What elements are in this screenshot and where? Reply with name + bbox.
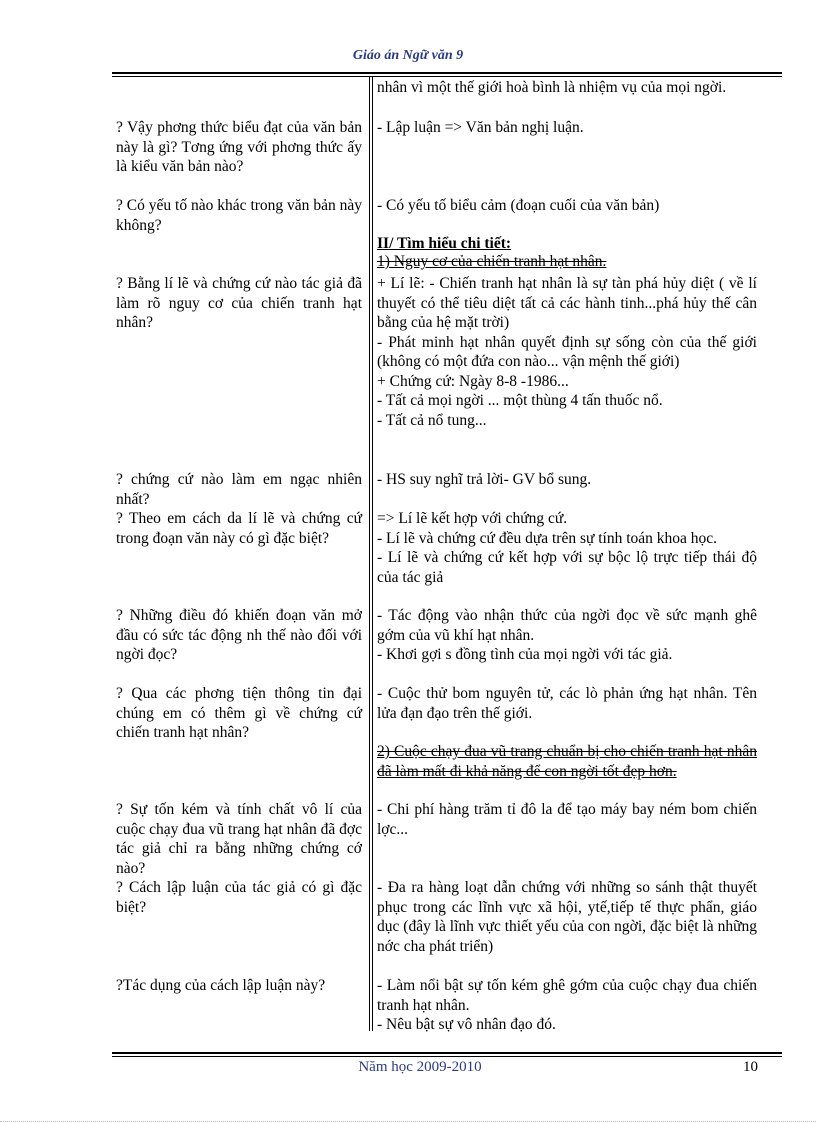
answer-cell: - Cuộc thử bom nguyên tử, các lò phản ứng hạt nhân. Tên lửa đạn đạo trên thế giới. — [377, 685, 757, 722]
question-cell: ? Theo em cách da lí lẽ và chứng cứ trong đoạn văn này có gì đặc biệt? — [116, 510, 362, 547]
section-heading: II/ Tìm hiểu chi tiết: — [377, 235, 512, 252]
question-cell: ? Qua các phơng tiện thông tin đại chúng em có thêm gì về chứng cứ chiến tranh hạt nhân? — [116, 685, 362, 741]
question-cell: ?Tác dụng của cách lập luận này? — [116, 977, 326, 994]
question-cell: ? Vậy phơng thức biểu đạt của văn bản này là gì? Tơng ứng với phơng thức ấy là kiểu văn bản nào? — [116, 119, 362, 175]
question-cell: ? Cách lập luận của tác giả có gì đặc biệt? — [116, 879, 362, 916]
page-edge-dots — [0, 1121, 816, 1122]
header-rule — [112, 72, 782, 74]
footer-rule-thin — [112, 1056, 782, 1057]
answer-cell: - HS suy nghĩ trả lời- GV bổ sung. — [377, 471, 592, 488]
page-number: 10 — [743, 1059, 758, 1075]
answer-cell: + Lí lẽ: - Chiến tranh hạt nhân là sự tàn phá hủy diệt ( về lí thuyết có thể tiêu diệt tất cả các hành tinh...phá hủy thế cân bằng của hệ mặt trời) - Phát minh hạt nhân quyết định sự sống còn của thế giới (không có một đứa con nào... vận mệnh thế giới) + Chứng cứ: Ngày 8-8 -1986... - Tất cả mọi ngời ... một thùng 4 tấn thuốc nổ. - Tất cả nổ tung... — [377, 275, 757, 429]
question-cell: ? Sự tốn kém và tính chất vô lí của cuộc chạy đua vũ trang hạt nhân đã đợc tác giả chỉ ra bằng những chứng cớ nào? — [116, 801, 362, 877]
answer-cell: => Lí lẽ kết hợp với chứng cứ. - Lí lẽ và chứng cứ đều dựa trên sự tính toán khoa học. - Lí lẽ và chứng cứ kết hợp với sự bộc lộ trực tiếp thái độ của tác giả — [377, 510, 757, 586]
footer-school-year: Năm học 2009-2010 — [358, 1059, 482, 1075]
column-divider — [369, 77, 370, 1031]
header-title: Giáo án Ngữ văn 9 — [352, 48, 464, 63]
question-cell: ? Bằng lí lẽ và chứng cứ nào tác giả đã làm rõ nguy cơ của chiến tranh hạt nhân? — [116, 275, 362, 331]
question-cell: ? Những điều đó khiến đoạn văn mở đầu có sức tác động nh thế nào đối với ngời đọc? — [116, 607, 362, 663]
header-rule-thin — [112, 76, 782, 77]
subsection-heading: 2) Cuộc chạy đua vũ trang chuẩn bị cho chiến tranh hạt nhân đã làm mất đi khả năng để con ngời tốt đẹp hơn. — [377, 743, 757, 780]
answer-cell: - Chi phí hàng trăm tỉ đô la để tạo máy bay ném bom chiến lợc... — [377, 801, 757, 838]
answer-cell: - Có yếu tố biểu cảm (đoạn cuối của văn bản) — [377, 197, 660, 214]
answer-cell: nhân vì một thế giới hoà bình là nhiệm vụ của mọi ngời. — [377, 79, 727, 96]
footer-rule — [112, 1052, 782, 1054]
answer-cell: - Tác động vào nhận thức của ngời đọc về sức mạnh ghê gớm của vũ khí hạt nhân. - Khơi gợi s đồng tình của mọi ngời với tác giả. — [377, 607, 757, 663]
question-cell: ? Có yếu tố nào khác trong văn bản này không? — [116, 197, 362, 234]
answer-cell: - Lập luận => Văn bản nghị luận. — [377, 119, 584, 136]
question-cell: ? chứng cứ nào làm em ngạc nhiên nhất? — [116, 471, 362, 508]
answer-cell: - Làm nổi bật sự tốn kém ghê gớm của cuộc chạy đua chiến tranh hạt nhân. - Nêu bật sự vô nhân đạo đó. — [377, 977, 757, 1033]
column-divider-inner — [372, 77, 373, 1031]
answer-cell: - Đa ra hàng loạt dẫn chứng với những so sánh thật thuyết phục trong các lĩnh vực xã hội, ytế,tiếp tế thực phẩn, giáo dục (đây là lĩnh vực thiết yếu của con ngời, đặc biệt là những nớc cha phát triển) — [377, 879, 757, 955]
subsection-heading: 1) Nguy cơ của chiến tranh hạt nhân. — [377, 253, 607, 270]
